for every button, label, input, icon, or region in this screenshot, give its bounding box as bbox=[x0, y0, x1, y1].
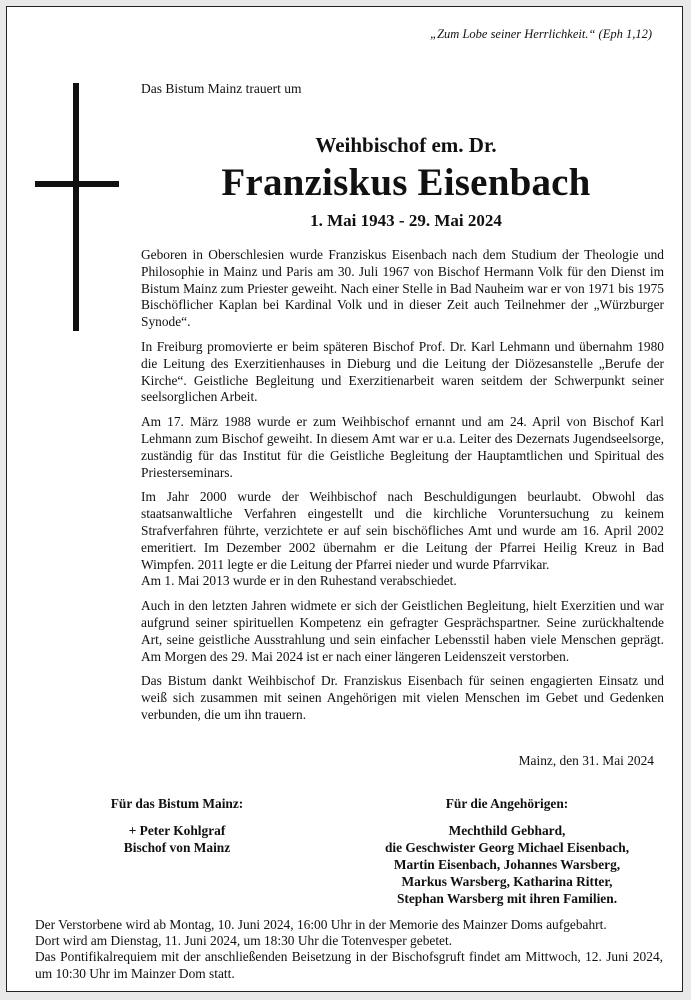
cross-icon-horizontal bbox=[35, 181, 119, 187]
biography-paragraph: Im Jahr 2000 wurde der Weihbischof nach Beschuldigungen beurlaubt. Obwohl das staatsanwaltliche Verfahren eingestellt und die kirchliche Voruntersuchung zu keinem Strafverfahren führte, verzichtete er auf sein bischöfliches Amt und wurde am 16. April 2002 emeritiert. Im Dezember 2002 übernahm er die Leitung der Pfarrei Heilig Kreuz in Bad Wimpfen. 2011 legte er die Leitung der Pfarrei nieder und wurde Pfarrvikar. bbox=[141, 489, 664, 572]
signature-relatives bbox=[357, 795, 657, 907]
bible-motto: „Zum Lobe seiner Herrlichkeit.“ (Eph 1,12) bbox=[430, 27, 652, 41]
relatives-line: Mechthild Gebhard, bbox=[448, 823, 566, 838]
biography-paragraph: Das Bistum dankt Weihbischof Dr. Franziskus Eisenbach für seinen engagierten Einsatz und weiß sich zusammen mit seinen Angehörigen mit vielen Menschen im Gebet und Gedenken verbunden, die um ihn trauern. bbox=[141, 673, 664, 722]
deceased-name: Franziskus Eisenbach bbox=[221, 161, 591, 204]
signature-name: + Peter Kohlgraf bbox=[128, 823, 226, 838]
biography-paragraph: Am 17. März 1988 wurde er zum Weihbischof ernannt und am 24. April von Bischof Karl Lehmann zum Bischof geweiht. In diesem Amt war er u.a. Leiter des Dezernats Jugendseelsorge, zuständig für das Institut für die Geistliche Begleitung der Hauptamtlichen und Spiritual des Priesterseminars. bbox=[141, 414, 664, 480]
funeral-info-line: Der Verstorbene wird ab Montag, 10. Juni 2024, 16:00 Uhr in der Memorie des Mainzer Doms aufgebahrt. bbox=[35, 917, 607, 932]
signature-diocese bbox=[97, 795, 257, 856]
funeral-info bbox=[35, 917, 663, 982]
biography-paragraph: Am 1. Mai 2013 wurde er in den Ruhestand verabschiedet. bbox=[141, 573, 457, 589]
life-dates: 1. Mai 1943 - 29. Mai 2024 bbox=[310, 211, 502, 230]
relatives-line: die Geschwister Georg Michael Eisenbach, bbox=[384, 840, 630, 855]
biography-paragraph: Auch in den letzten Jahren widmete er sich der Geistlichen Begleitung, hielt Exerzitien und war aufgrund seiner spirituellen Kompetenz ein gefragter Gesprächspartner. Seine zurückhaltende Art, seine geistliche Ausstrahlung und sein einfacher Lebensstil haben viele Menschen geprägt. Am Morgen des 29. Mai 2024 ist er nach einer längeren Leidenszeit verstorben. bbox=[141, 598, 664, 664]
signature-heading: Für das Bistum Mainz: bbox=[110, 796, 244, 811]
cross-icon-vertical bbox=[73, 83, 79, 331]
obituary-notice bbox=[6, 6, 683, 992]
relatives-line: Martin Eisenbach, Johannes Warsberg, bbox=[393, 857, 621, 872]
biography-paragraph: Geboren in Oberschlesien wurde Franziskus Eisenbach nach dem Studium der Theologie und Philosophie in Mainz und Paris am 30. Juli 1967 von Bischof Hermann Volk für den Dienst im Bistum Mainz zum Priester geweiht. Nach einer Stelle in Bad Nauheim war er von 1971 bis 1975 Bischöflicher Kaplan bei Kardinal Volk und in dieser Zeit auch Teilnehmer der „Würzburger Synode“. bbox=[141, 247, 664, 330]
biography-paragraph: In Freiburg promovierte er beim späteren Bischof Prof. Dr. Karl Lehmann und übernahm 1980 die Leitung des Exerzitienhauses in Dieburg und die Leitung der Diözesanstelle „Berufe der Kirche“. Geistliche Begleitung und Exerzitienarbeit waren seitdem der Schwerpunkt seiner seelsorglichen Arbeit. bbox=[141, 338, 664, 405]
relatives-line: Stephan Warsberg mit ihren Familien. bbox=[396, 891, 618, 906]
biography bbox=[141, 247, 664, 732]
signature-role: Bischof von Mainz bbox=[123, 840, 231, 855]
signature-heading: Für die Angehörigen: bbox=[445, 796, 569, 811]
funeral-info-line: Das Pontifikalrequiem mit der anschließenden Beisetzung in der Bischofsgruft findet am Mittwoch, 12. Juni 2024, um 10:30 Uhr im Mainzer Dom statt. bbox=[35, 949, 663, 981]
deceased-title: Weihbischof em. Dr. bbox=[315, 133, 497, 157]
intro-line: Das Bistum Mainz trauert um bbox=[141, 81, 302, 96]
funeral-info-line: Dort wird am Dienstag, 11. Juni 2024, um 18:30 Uhr die Totenvesper gebetet. bbox=[35, 933, 453, 949]
place-date: Mainz, den 31. Mai 2024 bbox=[518, 753, 654, 768]
relatives-line: Markus Warsberg, Katharina Ritter, bbox=[401, 874, 613, 889]
